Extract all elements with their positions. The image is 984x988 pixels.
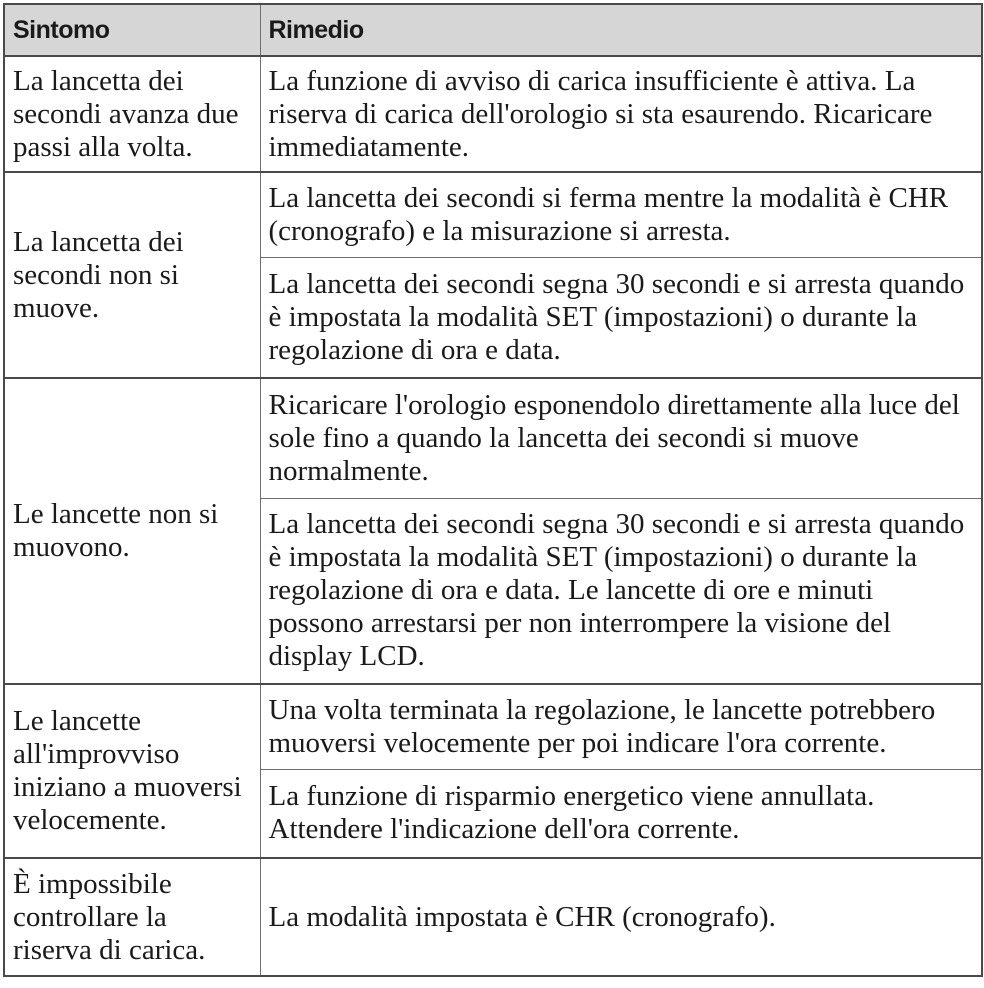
header-symptom: Sintomo	[4, 4, 260, 56]
remedy-cell: La funzione di risparmio energetico viene annullata. Attendere l'indicazione dell'ora corrente.	[260, 769, 982, 858]
troubleshooting-table	[3, 3, 983, 977]
header-remedy: Rimedio	[260, 4, 982, 56]
table-row	[4, 684, 982, 769]
remedy-cell: Ricaricare l'orologio esponendolo direttamente alla luce del sole fino a quando la lancetta dei secondi si muove normalmente.	[260, 378, 982, 498]
symptom-cell: La lancetta dei secondi avanza due passi alla volta.	[4, 56, 260, 172]
remedy-cell: Una volta terminata la regolazione, le lancette potrebbero muoversi velocemente per poi indicare l'ora corrente.	[260, 684, 982, 769]
table-row	[4, 172, 982, 257]
remedy-cell: La lancetta dei secondi segna 30 secondi e si arresta quando è impostata la modalità SET (impostazioni) o durante la regolazione di ora e data. Le lancette di ore e minuti possono arrestarsi per non interrompere la visione del display LCD.	[260, 498, 982, 684]
table-row	[4, 378, 982, 498]
symptom-cell: Le lancette all'improvviso iniziano a muoversi velocemente.	[4, 684, 260, 858]
remedy-cell: La lancetta dei secondi si ferma mentre la modalità è CHR (cronografo) e la misurazione si arresta.	[260, 172, 982, 257]
table-row	[4, 858, 982, 976]
symptom-cell: La lancetta dei secondi non si muove.	[4, 172, 260, 378]
symptom-cell: Le lancette non si muovono.	[4, 378, 260, 684]
table-row	[4, 56, 982, 172]
remedy-cell: La modalità impostata è CHR (cronografo).	[260, 858, 982, 976]
remedy-cell: La lancetta dei secondi segna 30 secondi e si arresta quando è impostata la modalità SET (impostazioni) o durante la regolazione di ora e data.	[260, 257, 982, 378]
table-header-row	[4, 4, 982, 56]
remedy-cell: La funzione di avviso di carica insufficiente è attiva. La riserva di carica dell'orologio si sta esaurendo. Ricaricare immediatamente.	[260, 56, 982, 172]
symptom-cell: È impossibile controllare la riserva di carica.	[4, 858, 260, 976]
